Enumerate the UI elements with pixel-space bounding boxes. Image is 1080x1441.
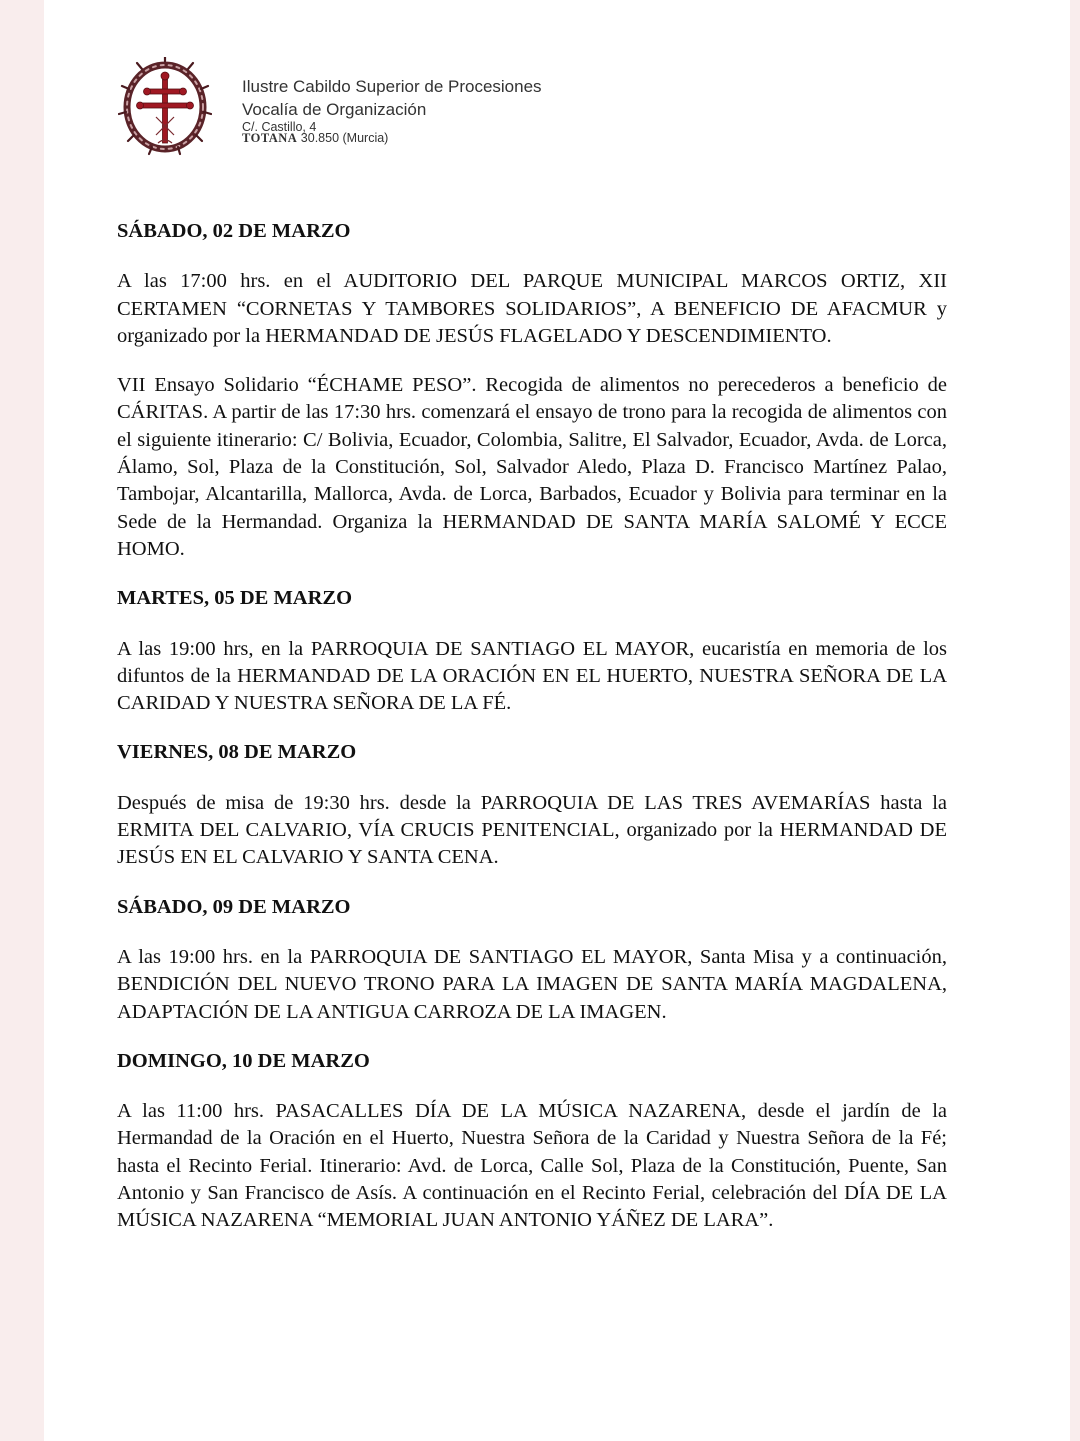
section-paragraph: A las 11:00 hrs. PASACALLES DÍA DE LA MÚSICA NAZARENA, desde el jardín de la Hermandad de la Oración en el Huerto, Nuestra Señora de la Caridad y Nuestra Señora de la Fé; hasta el Recinto Ferial. Itinerario: Avd. de Lorca, Calle Sol, Plaza de la Constitución, Puente, San Antonio y San Francisco de Asís. A continuación en el Recinto Ferial, celebración del DÍA DE LA MÚSICA NAZARENA “MEMORIAL JUAN ANTONIO YÁÑEZ DE LARA”. [117,1100,947,1232]
section-heading: DOMINGO, 10 DE MARZO [117,1049,370,1072]
cabildo-crest-icon [118,57,212,157]
document-body [117,218,947,1257]
letterhead [116,52,816,162]
org-city-line [242,131,388,146]
section-paragraph: A las 19:00 hrs. en la PARROQUIA DE SANTIAGO EL MAYOR, Santa Misa y a continuación, BENDICIÓN DEL NUEVO TRONO PARA LA IMAGEN DE SANTA MARÍA MAGDALENA, ADAPTACIÓN DE LA ANTIGUA CARROZA DE LA IMAGEN. [117,945,947,1023]
org-address: C/. Castillo, 4 [242,120,317,134]
section-paragraph: A las 19:00 hrs, en la PARROQUIA DE SANTIAGO EL MAYOR, eucaristía en memoria de los difuntos de la HERMANDAD DE LA ORACIÓN EN EL HUERTO, NUESTRA SEÑORA DE LA CARIDAD Y NUESTRA SEÑORA DE LA FÉ. [117,637,947,715]
org-city: TOTANA [242,131,298,145]
section-heading: SÁBADO, 09 DE MARZO [117,895,351,918]
org-department: Vocalía de Organización [242,100,427,119]
section-heading: VIERNES, 08 DE MARZO [117,741,357,764]
section-paragraph: A las 17:00 hrs. en el AUDITORIO DEL PARQUE MUNICIPAL MARCOS ORTIZ, XII CERTAMEN “CORNETAS Y TAMBORES SOLIDARIOS”, A BENEFICIO DE AFACMUR y organizado por la HERMANDAD DE JESÚS FLAGELADO Y DESCENDIMIENTO. [117,270,947,347]
org-postal: 30.850 (Murcia) [297,131,389,145]
section-heading: MARTES, 05 DE MARZO [117,587,353,610]
document-page [44,0,1070,1441]
section-paragraph: Después de misa de 19:30 hrs. desde la PARROQUIA DE LAS TRES AVEMARÍAS hasta la ERMITA DEL CALVARIO, VÍA CRUCIS PENITENCIAL, organizado por la HERMANDAD DE JESÚS EN EL CALVARIO Y SANTA CENA. [117,791,947,869]
section-heading: SÁBADO, 02 DE MARZO [117,220,351,242]
section-paragraph: VII Ensayo Solidario “ÉCHAME PESO”. Recogida de alimentos no perecederos a beneficio de CÁRITAS. A partir de las 17:30 hrs. comenzará el ensayo de trono para la recogida de alimentos con el siguiente itinerario: C/ Bolivia, Ecuador, Colombia, Salitre, El Salvador, Ecuador, Avda. de Lorca, Álamo, Sol, Plaza de la Constitución, Sol, Salvador Aledo, Plaza D. Francisco Martínez Palao, Tambojar, Alcantarilla, Mallorca, Avda. de Lorca, Barbados, Ecuador y Bolivia para terminar en la Sede de la Hermandad. Organiza la HERMANDAD DE SANTA MARÍA SALOMÉ Y ECCE HOMO. [117,374,947,560]
org-name: Ilustre Cabildo Superior de Procesiones [242,77,542,96]
